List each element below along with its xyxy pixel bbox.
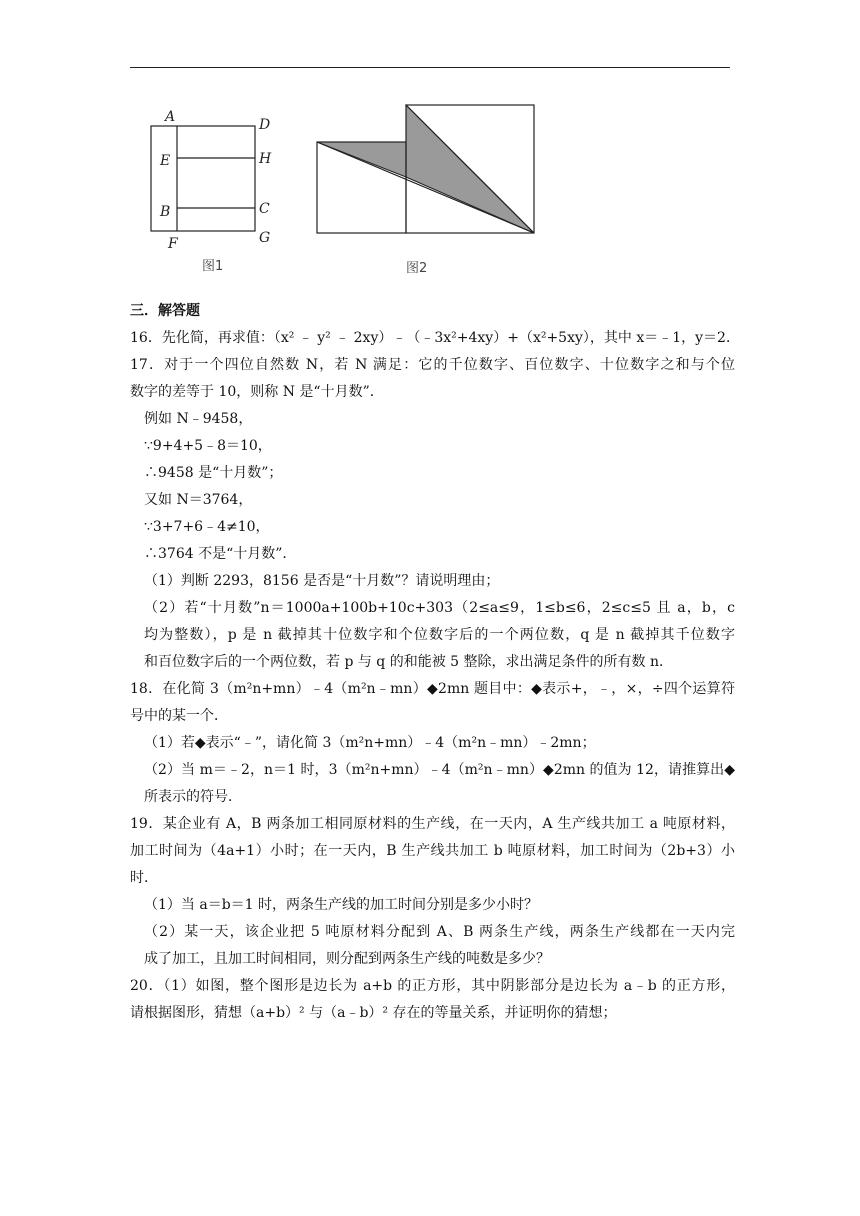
text-line: ∴9458 是“十月数”； [144,465,283,481]
fig1-label-c: C [259,201,270,217]
text-line: ∵9+4+5﹣8＝10， [144,438,272,454]
fig1-label-h: H [259,151,272,167]
problem-text [130,298,740,1027]
text-line: （1）当 a＝b＝1 时，两条生产线的加工时间分别是多少小时？ [144,897,539,913]
fig1-caption: 图1 [202,259,224,274]
text-line: 20．（1）如图，整个图形是边长为 a+b 的正方形，其中阴影部分是边长为 a﹣b 的正方形， [130,978,735,994]
text-line: ∵3+7+6﹣4≠10， [144,519,270,535]
fig1-label-d: D [259,117,271,133]
text-line: 时． [130,870,158,886]
text-line: 所表示的符号． [144,789,242,805]
section-title: 三．解答题 [130,303,200,319]
text-line: （1）判断 2293，8156 是否是“十月数”？请说明理由； [144,573,500,589]
text-line: 19．某企业有 A，B 两条加工相同原材料的生产线，在一天内，A 生产线共加工 a 吨原材料， [130,816,735,832]
fig1-label-f: F [168,236,178,252]
fig1-label-a: A [165,109,176,125]
text-line: （2）当 m＝﹣2，n＝1 时，3（m²n+mn）﹣4（m²n﹣mn）◆2mn 的值为 12，请推算出◆ [144,762,735,778]
text-line: 和百位数字后的一个两位数，若 p 与 q 的和能被 5 整除，求出满足条件的所有数 n． [144,654,673,670]
figure-1 [151,109,272,274]
text-line: 请根据图形，猜想（a+b）² 与（a﹣b）² 存在的等量关系，并证明你的猜想； [130,1005,617,1021]
figures-svg [130,95,730,295]
text-line: 成了加工，且加工时间相同，则分配到两条生产线的吨数是多少？ [144,951,550,967]
text-line: 均为整数），p 是 n 截掉其十位数字和个位数字后的一个两位数，q 是 n 截掉其千位数字 [144,627,735,643]
text-line: 16．先化简，再求值：（x² ﹣ y² ﹣ 2xy）﹣（﹣3x²+4xy）+（x²+5xy），其中 x＝﹣1，y＝2． [130,330,740,346]
text-line: （1）若◆表示“﹣”，请化简 3（m²n+mn）﹣4（m²n﹣mn）﹣2mn； [144,735,596,751]
text-line: ∴3764 不是“十月数”． [144,546,297,562]
text-line: 数字的差等于 10，则称 N 是“十月数”． [130,384,384,400]
text-line: 加工时间为（4a+1）小时；在一天内，B 生产线共加工 b 吨原材料，加工时间为（2b+3）小 [130,843,735,859]
header-rule [130,67,730,68]
fig1-label-g: G [259,230,271,246]
text-line: 18．在化简 3（m²n+mn）﹣4（m²n﹣mn）◆2mn 题目中：◆表示+，﹣，×，÷四个运算符 [130,681,735,697]
text-line: 号中的某一个． [130,708,228,724]
text-line: （2）若“十月数”n＝1000a+100b+10c+303（2≤a≤9，1≤b≤6，2≤c≤5 且 a，b，c [144,600,735,616]
text-line: 例如 N﹣9458， [144,411,253,427]
fig2-caption: 图2 [406,261,428,276]
fig1-label-e: E [160,153,171,169]
figure-area [130,95,730,295]
text-line: 17．对于一个四位自然数 N，若 N 满足：它的千位数字、百位数字、十位数字之和与个位 [130,357,735,373]
problem-lines [130,325,740,1027]
figure-2 [317,105,534,276]
text-line: （2）某一天，该企业把 5 吨原材料分配到 A、B 两条生产线，两条生产线都在一天内完 [144,924,735,940]
fig1-label-b: B [160,204,171,220]
text-line: 又如 N＝3764， [144,492,253,508]
